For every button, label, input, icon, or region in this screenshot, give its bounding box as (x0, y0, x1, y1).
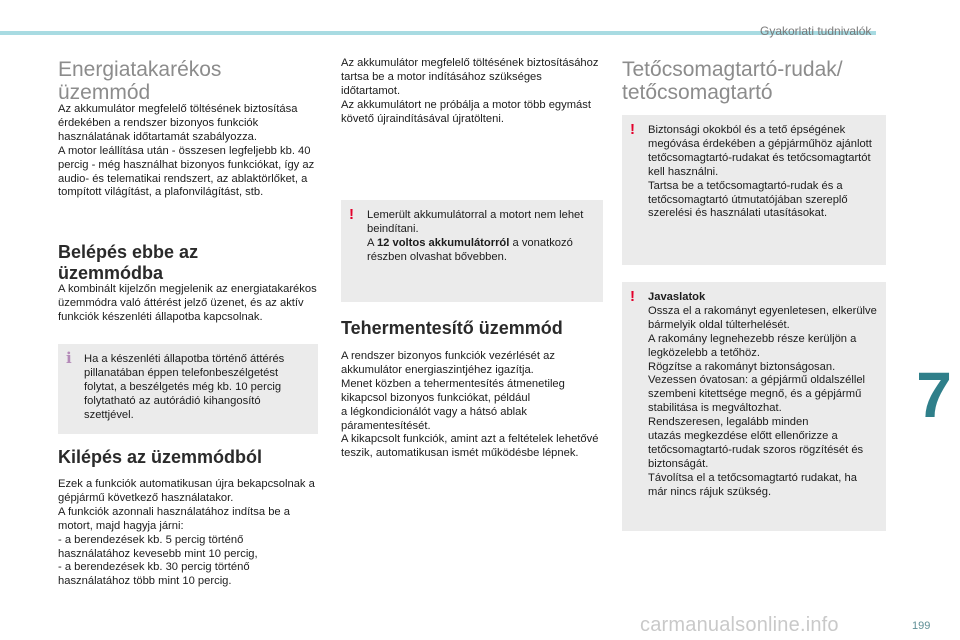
warning-icon: ! (630, 288, 635, 305)
tips-title: Javaslatok (648, 291, 706, 303)
exit-mode-text: Ezek a funkciók automatikusan újra bekapcsolnak a gépjármű következő használatakor. A funkciók azonnali használatához indítsa be a motort, majd hagyja járni: - a berendezések kb. 5 percig történő használatához kevesebb mint 10 percig, - a berendezések kb. 30 percig történő használatához több mint 10 percig. (58, 478, 315, 588)
roof-bars-tips-box (622, 282, 886, 531)
energy-saving-intro: Az akkumulátor megfelelő töltésének biztosítása érdekében a rendszer bizonyos funkciók használatának időtartamát szabályozza. A motor leállítása után - összesen legfeljebb kb. 40 percig - még használhat bizonyos funkciókat, így az audio- és telematikai rendszert, az ablaktörlőket, a tompított világítást, a plafonvilágítást, stb. (58, 103, 315, 199)
roof-bars-warning-box (622, 115, 886, 265)
info-note-box (58, 344, 318, 434)
battery-warning-text-end: a vonatkozó részben olvashat bővebben. (367, 236, 573, 263)
tips-text: Ossza el a rakományt egyenletesen, elkerülve bármelyik oldal túlterhelését. A rakomány legnehezebb része kerüljön a legközelebb a tetőhöz. Rögzítse a rakományt biztonságosan. Vezessen óvatosan: a gépjármű oldalszéllel szembeni kitettsége megnő, és a gépjármű stabilitása is megváltozhat. Rendszeresen, legalább minden utazás megkezdése előtt ellenőrizze a tetőcsomagtartó-rudak szoros rögzítését és biztonságát. Távolítsa el a tetőcsomagtartó rudakat, ha már nincs rájuk szükség. (648, 304, 877, 498)
battery-warning-box (341, 200, 603, 302)
load-shedding-text: A rendszer bizonyos funkciók vezérlését az akkumulátor energiaszintjéhez igazítja. Menet közben a tehermentesítés átmenetileg kikapcsol bizonyos funkciókat, például a légkondicionálót vagy a hátsó ablak páramentesítését. A kikapcsolt funkciók, amint azt a feltételek lehetővé teszik, automatikusan ismét működésbe lépnek. (341, 350, 599, 460)
battery-warning-text-start: Lemerült akkumulátorral a motort nem lehet beindítani. A (367, 209, 584, 249)
roof-bars-title: Tetőcsomagtartó-rudak/ tetőcsomagtartó (622, 58, 843, 104)
section-header: Gyakorlati tudnivalók (760, 24, 872, 38)
roof-bars-tips-content (648, 291, 878, 500)
energy-saving-title: Energiatakarékos üzemmód (58, 58, 222, 104)
watermark: carmanualsonline.info (640, 614, 839, 636)
warning-icon: ! (630, 121, 635, 138)
roof-bars-warning-text: Biztonsági okokból és a tető épségének megóvása érdekében a gépjárműhöz ajánlott tetőcsomagtartó-rudakat és tetőcsomagtartót kell használni. Tartsa be a tetőcsomagtartó-rudak és a tetőcsomagtartó útmutatójában szereplő szerelési és használati utasításokat. (648, 124, 872, 220)
enter-mode-title: Belépés ebbe az üzemmódba (58, 242, 199, 283)
enter-mode-text: A kombinált kijelzőn megjelenik az energiatakarékos üzemmódra való áttérést jelző üzenet, és az aktív funkciók készenléti állapotba kapcsolnak. (58, 283, 317, 323)
header-accent-bar (0, 31, 876, 35)
info-note-text: Ha a készenléti állapotba történő áttérés pillanatában éppen telefonbeszélgetést folytat, a beszélgetés még kb. 10 percig folytatható az autórádió kihangosító szettjével. (84, 353, 285, 421)
info-icon: i (66, 349, 72, 367)
battery-intro: Az akkumulátor megfelelő töltésének biztosításához tartsa be a motor indításához szükséges időtartamot. Az akkumulátort ne próbálja a motor több egymást követő újraindításával újratölteni. (341, 57, 599, 125)
battery-section-link-text: 12 voltos akkumulátorról (376, 236, 510, 249)
battery-warning-text (367, 209, 595, 265)
chapter-number: 7 (916, 359, 952, 431)
page-number: 199 (912, 620, 931, 632)
warning-icon: ! (349, 206, 354, 223)
exit-mode-title: Kilépés az üzemmódból (58, 447, 263, 467)
load-shedding-title: Tehermentesítő üzemmód (341, 318, 563, 338)
